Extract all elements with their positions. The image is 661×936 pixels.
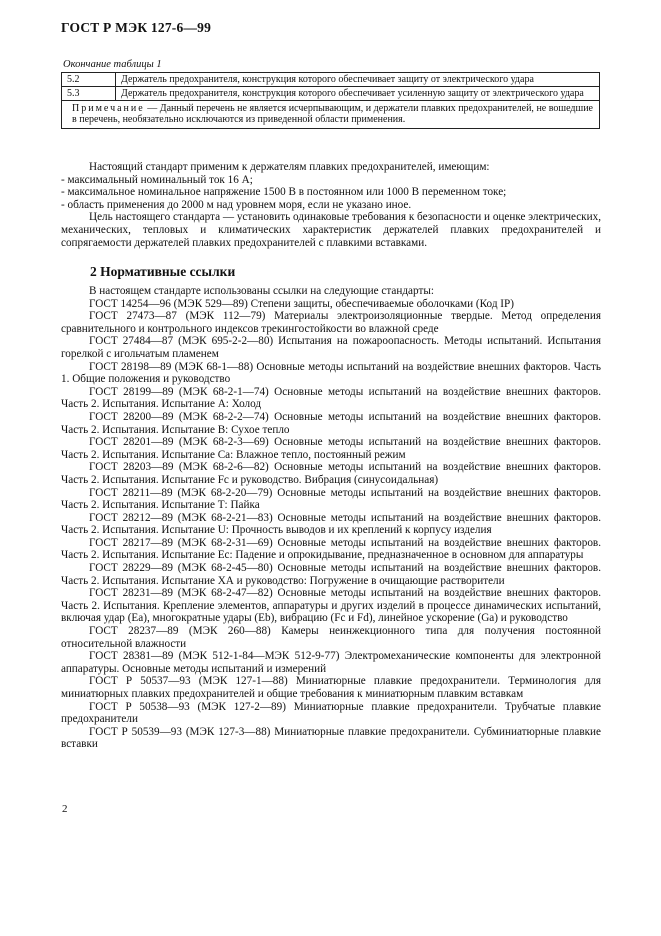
- reference-item: ГОСТ 28199—89 (МЭК 68-2-1—74) Основные методы испытаний на воздействие внешних факторов. Часть 2. Испытания. Испытание А: Холод: [61, 385, 601, 411]
- reference-item: ГОСТ Р 50539—93 (МЭК 127-3—88) Миниатюрные плавкие предохранители. Субминиатюрные плавкие вставки: [61, 725, 601, 751]
- reference-item: ГОСТ 28212—89 (МЭК 68-2-21—83) Основные методы испытаний на воздействие внешних факторов. Часть 2. Испытания. Испытание U: Прочность выводов и их креплений к корпусу изделия: [61, 511, 601, 537]
- section-heading: 2 Нормативные ссылки: [90, 264, 236, 279]
- table-continuation: [61, 72, 600, 129]
- scope-item: - максимальный номинальный ток 16 А;: [61, 173, 253, 186]
- reference-item: ГОСТ 28381—89 (МЭК 512-1-84—МЭК 512-9-77) Электромеханические компоненты для электронной аппаратуры. Основные методы испытаний и измерений: [61, 650, 601, 675]
- table-note: [62, 101, 600, 129]
- table-cell-number: 5.2: [62, 73, 116, 87]
- scope-section: [61, 161, 601, 249]
- reference-item: ГОСТ 28203—89 (МЭК 68-2-6—82) Основные методы испытаний на воздействие внешних факторов. Часть 2. Испытания. Испытание Fc и руководство. Вибрация (синусоидальная): [61, 461, 601, 486]
- reference-item: ГОСТ 28200—89 (МЭК 68-2-2—74) Основные методы испытаний на воздействие внешних факторов. Часть 2. Испытания. Испытание В: Сухое тепло: [61, 410, 601, 436]
- table-cell-text: Держатель предохранителя, конструкция которого обеспечивает защиту от электрического удара: [116, 73, 600, 87]
- table-row: [62, 73, 600, 87]
- note-text: — Данный перечень не является исчерпывающим, и держатели плавких предохранителей, не вошедшие в перечень, необязательно исключаются из приведенной области применения.: [72, 103, 593, 125]
- table-cell-number: 5.3: [62, 87, 116, 101]
- reference-item: ГОСТ 28201—89 (МЭК 68-2-3—69) Основные методы испытаний на воздействие внешних факторов. Часть 2. Испытания. Испытание Са: Влажное тепло, постоянный режим: [61, 436, 601, 461]
- reference-item: ГОСТ 14254—96 (МЭК 529—89) Степени защиты, обеспечиваемые оболочками (Код IP): [89, 297, 514, 310]
- scope-intro: Настоящий стандарт применим к держателям плавких предохранителей, имеющим:: [89, 161, 490, 173]
- reference-item: ГОСТ 28211—89 (МЭК 68-2-20—79) Основные методы испытаний на воздействие внешних факторов. Часть 2. Испытания. Испытание Т: Пайка: [61, 486, 601, 512]
- reference-item: ГОСТ 28217—89 (МЭК 68-2-31—69) Основные методы испытаний на воздействие внешних факторов. Часть 2. Испытания. Испытание Ес: Падение и опрокидывание, предназначенное в основном для аппаратуры: [61, 536, 601, 562]
- references-section: [61, 285, 601, 751]
- note-label: Примечание: [72, 103, 145, 114]
- reference-item: ГОСТ 28237—89 (МЭК 260—88) Камеры неинжекционного типа для получения постоянной относительной влажности: [61, 625, 601, 650]
- table-caption: Окончание таблицы 1: [63, 59, 162, 70]
- page-number: 2: [62, 803, 68, 815]
- reference-item: ГОСТ 28198—89 (МЭК 68-1—88) Основные методы испытаний на воздействие внешних факторов. Часть 1. Общие положения и руководство: [61, 360, 601, 386]
- table-row: [62, 87, 600, 101]
- reference-item: ГОСТ 27484—87 (МЭК 695-2-2—80) Испытания на пожароопасность. Методы испытаний. Испытания горелкой с игольчатым пламенем: [61, 335, 601, 360]
- reference-item: ГОСТ 27473—87 (МЭК 112—79) Материалы электроизоляционные твердые. Метод определения сравнительного и контрольного индексов трекингостойкости во влажной среде: [61, 310, 601, 335]
- table-note-row: [62, 101, 600, 129]
- scope-item: - максимальное номинальное напряжение 1500 В в постоянном или 1000 В переменном токе;: [61, 186, 507, 199]
- reference-item: ГОСТ 28231—89 (МЭК 68-2-47—82) Основные методы испытаний на воздействие внешних факторов. Часть 2. Испытания. Крепление элементов, аппаратуры и других изделий в процессе динамических испытаний, включая удар (Еа), многократные удары (Eb), вибрацию (Fc и Fd), линейное ускорение (Ga) и руководство: [61, 587, 601, 625]
- references-intro: В настоящем стандарте использованы ссылки на следующие стандарты:: [89, 285, 434, 297]
- reference-item: ГОСТ 28229—89 (МЭК 68-2-45—80) Основные методы испытаний на воздействие внешних факторов. Часть 2. Испытания. Испытание ХА и руководство: Погружение в очищающие растворители: [61, 562, 601, 587]
- reference-item: ГОСТ Р 50538—93 (МЭК 127-2—89) Миниатюрные плавкие предохранители. Трубчатые плавкие предохранители: [61, 700, 601, 726]
- document-header-title: ГОСТ Р МЭК 127-6—99: [61, 20, 212, 35]
- reference-item: ГОСТ Р 50537—93 (МЭК 127-1—88) Миниатюрные плавкие предохранители. Терминология для миниатюрных плавких предохранителей и общие требования к миниатюрным плавким вставкам: [61, 675, 601, 700]
- table-cell-text: Держатель предохранителя, конструкция которого обеспечивает усиленную защиту от электрического удара: [116, 87, 600, 101]
- scope-item: - область применения до 2000 м над уровнем моря, если не указано иное.: [61, 198, 412, 211]
- scope-purpose: Цель настоящего стандарта — установить одинаковые требования к безопасности и оценке электрических, механических, тепловых и климатических характеристик держателей плавких предохранителей и сопрягаемости держателей плавких предохранителей с плавкими вставками.: [61, 211, 601, 249]
